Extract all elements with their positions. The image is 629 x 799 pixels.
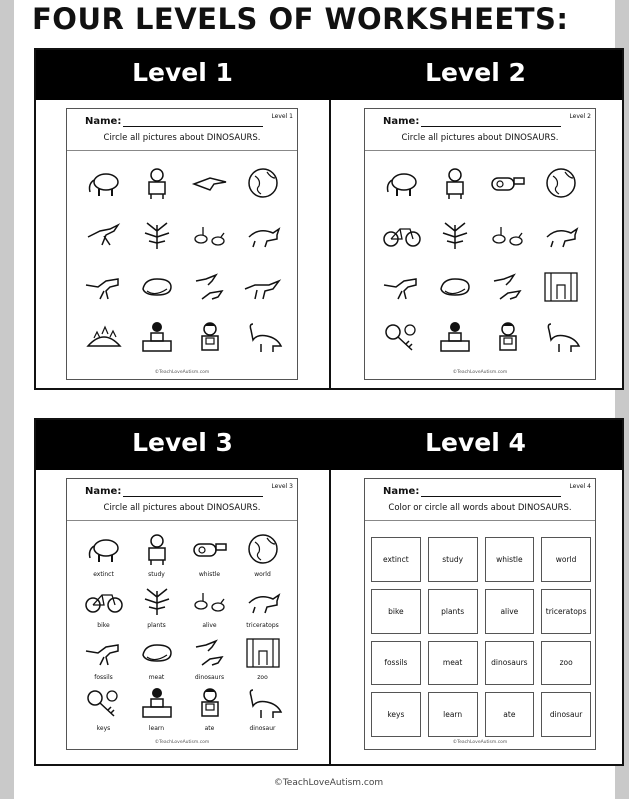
bunnies-icon [488,217,528,255]
trex-icon [84,269,124,307]
picture-cell[interactable] [77,211,130,263]
mammoth-icon [382,166,422,204]
word-box[interactable]: whistle [485,537,535,582]
picture-caption: dinosaurs [194,673,225,681]
meat-icon [435,269,475,307]
mammoth-icon [84,532,124,570]
picture-cell[interactable] [236,684,289,736]
picture-cell[interactable] [183,314,236,366]
student-eating-icon [488,320,528,358]
picture-cell[interactable] [534,159,587,211]
student-eating-icon [190,686,230,724]
picture-caption: alive [202,622,217,630]
picture-cell[interactable] [236,529,289,581]
student-desk-icon [137,686,177,724]
worksheet-level-3 [66,478,298,750]
picture-caption: dinosaur [249,725,276,733]
plant-icon [137,583,177,621]
level-tag: Level 1 [271,113,293,120]
word-box[interactable]: extinct [371,537,421,582]
picture-cell[interactable] [183,632,236,684]
picture-cell[interactable] [375,159,428,211]
bike-icon [382,217,422,255]
raptors-icon [488,269,528,307]
picture-cell[interactable] [428,211,481,263]
picture-cell[interactable] [481,211,534,263]
word-box[interactable]: keys [371,692,421,737]
worksheet-level-2 [364,108,596,380]
picture-cell[interactable] [481,262,534,314]
level-tag: Level 2 [569,113,591,120]
picture-cell[interactable] [130,581,183,633]
raptors-icon [190,635,230,673]
zoo-icon [243,635,283,673]
header-bar [36,50,622,100]
name-label: Name: [383,116,420,127]
picture-cell[interactable] [77,529,130,581]
worksheet-level-4 [364,478,596,750]
picture-cell[interactable] [481,159,534,211]
level-tag: Level 3 [271,483,293,490]
dinosaur-icon [243,269,283,307]
picture-grid [77,529,289,735]
word-box[interactable]: alive [485,589,535,634]
brontosaurus-icon [243,320,283,358]
picture-cell[interactable] [183,262,236,314]
worksheet-footer: ©TeachLoveAutism.com [154,740,210,745]
picture-cell[interactable] [77,632,130,684]
brontosaurus-icon [541,320,581,358]
instruction: Circle all pictures about DINOSAURS. [103,503,261,513]
picture-grid [77,159,289,365]
name-line [421,126,561,127]
divider [329,100,331,388]
bike-icon [84,583,124,621]
word-box[interactable]: learn [428,692,478,737]
picture-caption: ate [204,725,215,733]
worksheet-header [365,109,595,151]
name-label: Name: [85,486,122,497]
picture-cell[interactable] [428,262,481,314]
word-box[interactable]: world [541,537,591,582]
name-line [421,496,561,497]
level-heading: Level 1 [132,58,233,87]
worksheet-header [67,479,297,521]
student-icon [137,532,177,570]
picture-caption: keys [96,725,111,733]
picture-cell[interactable] [375,262,428,314]
stegosaurus-icon [84,320,124,358]
picture-cell[interactable] [236,262,289,314]
whistle-icon [190,532,230,570]
picture-caption: world [254,570,271,578]
picture-cell[interactable] [534,211,587,263]
picture-grid [375,159,587,365]
trex-icon [382,269,422,307]
picture-cell[interactable] [130,211,183,263]
name-label: Name: [85,116,122,127]
credit: ©TeachLoveAutism.com [273,778,384,788]
word-box[interactable]: ate [485,692,535,737]
level-tag: Level 4 [569,483,591,490]
picture-cell[interactable] [130,529,183,581]
word-box[interactable]: dinosaur [541,692,591,737]
whistle-icon [488,166,528,204]
globe-icon [243,532,283,570]
level-heading: Level 4 [425,428,526,457]
triceratops-icon [243,217,283,255]
picture-cell[interactable] [183,684,236,736]
instruction: Circle all pictures about DINOSAURS. [103,133,261,143]
levels-1-2-panel [34,48,624,390]
student-icon [137,166,177,204]
picture-cell[interactable] [236,632,289,684]
word-box[interactable]: zoo [541,641,591,686]
picture-cell[interactable] [183,211,236,263]
picture-cell[interactable] [130,632,183,684]
keys-icon [382,320,422,358]
word-box[interactable]: meat [428,641,478,686]
meat-icon [137,269,177,307]
instruction: Circle all pictures about DINOSAURS. [401,133,559,143]
header-bar [36,420,622,470]
picture-caption: triceratops [246,622,279,630]
level-heading: Level 3 [132,428,233,457]
meat-icon [137,635,177,673]
picture-caption: extinct [93,570,114,578]
globe-icon [541,166,581,204]
picture-cell[interactable] [236,159,289,211]
worksheet-header [365,479,595,521]
picture-cell[interactable] [130,684,183,736]
word-box[interactable]: plants [428,589,478,634]
worksheet-footer: ©TeachLoveAutism.com [452,740,508,745]
level-heading: Level 2 [425,58,526,87]
student-icon [435,166,475,204]
mammoth-icon [84,166,124,204]
triceratops-icon [541,217,581,255]
picture-cell[interactable] [77,581,130,633]
name-label: Name: [383,486,420,497]
picture-cell[interactable] [236,581,289,633]
bunnies-icon [190,583,230,621]
picture-cell[interactable] [77,314,130,366]
worksheet-footer: ©TeachLoveAutism.com [452,370,508,375]
picture-cell[interactable] [236,314,289,366]
word-box[interactable]: dinosaurs [485,641,535,686]
word-box[interactable]: triceratops [541,589,591,634]
name-line [123,496,263,497]
picture-cell[interactable] [534,314,587,366]
brontosaurus-icon [243,686,283,724]
globe-icon [243,166,283,204]
word-box[interactable]: fossils [371,641,421,686]
picture-caption: zoo [257,673,268,681]
picture-cell[interactable] [183,529,236,581]
picture-caption: fossils [94,673,113,681]
picture-cell[interactable] [77,262,130,314]
picture-cell[interactable] [77,159,130,211]
page-title: FOUR LEVELS OF WORKSHEETS: [32,2,569,36]
picture-cell[interactable] [236,211,289,263]
picture-cell[interactable] [428,159,481,211]
worksheet-level-1 [66,108,298,380]
word-box[interactable]: study [428,537,478,582]
instruction: Color or circle all words about DINOSAURS. [388,503,572,513]
picture-cell[interactable] [183,159,236,211]
picture-cell[interactable] [375,211,428,263]
picture-cell[interactable] [183,581,236,633]
worksheet-footer: ©TeachLoveAutism.com [154,370,210,375]
picture-cell[interactable] [77,684,130,736]
word-grid [371,537,591,737]
divider [329,470,331,764]
student-eating-icon [190,320,230,358]
picture-caption: meat [148,673,165,681]
worksheet-header [67,109,297,151]
keys-icon [84,686,124,724]
levels-3-4-panel [34,418,624,766]
picture-cell[interactable] [428,314,481,366]
plant-icon [137,217,177,255]
picture-cell[interactable] [130,314,183,366]
raptors-icon [190,269,230,307]
picture-cell[interactable] [481,314,534,366]
raptor-icon [84,217,124,255]
picture-caption: learn [148,725,165,733]
bunnies-icon [190,217,230,255]
picture-caption: whistle [198,570,221,578]
picture-cell[interactable] [534,262,587,314]
name-line [123,126,263,127]
picture-cell[interactable] [375,314,428,366]
zoo-icon [541,269,581,307]
picture-caption: bike [97,622,110,630]
picture-caption: plants [147,622,166,630]
pterodactyl-icon [190,166,230,204]
picture-cell[interactable] [130,159,183,211]
student-desk-icon [137,320,177,358]
trex-icon [84,635,124,673]
student-desk-icon [435,320,475,358]
plant-icon [435,217,475,255]
triceratops-icon [243,583,283,621]
word-box[interactable]: bike [371,589,421,634]
picture-cell[interactable] [130,262,183,314]
picture-caption: study [148,570,165,578]
